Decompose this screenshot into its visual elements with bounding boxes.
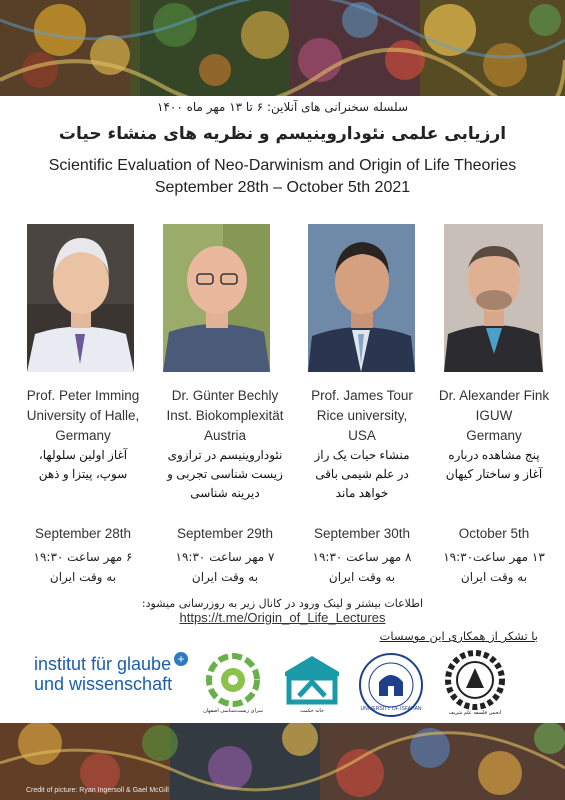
speaker-affiliation: IGUW bbox=[475, 408, 513, 423]
speaker-country: Germany bbox=[55, 428, 111, 443]
speaker-name: Prof. Peter Imming bbox=[26, 388, 140, 403]
speaker-name: Dr. Alexander Fink bbox=[438, 388, 550, 403]
time-zone: به وقت ایران bbox=[49, 570, 117, 584]
talk-time-2 bbox=[159, 547, 291, 587]
talk-time: ۸ مهر ساعت ۱۹:۳۰ bbox=[312, 550, 412, 564]
event-dates: September 28th – October 5th 2021 bbox=[154, 179, 411, 196]
university-of-isfahan-logo bbox=[358, 652, 424, 718]
talk-date-4: October 5th bbox=[458, 526, 530, 541]
top-banner-image bbox=[0, 0, 565, 96]
igw-logo-line1: institut für glaube bbox=[34, 654, 172, 674]
plus-icon: + bbox=[174, 652, 188, 666]
speaker-country: USA bbox=[348, 428, 376, 443]
logo-text: UNIVERSITY OF ISFAHAN bbox=[360, 706, 422, 712]
talk-time: ۶ مهر ساعت ۱۹:۳۰ bbox=[33, 550, 133, 564]
speaker-name: Dr. Günter Bechly bbox=[171, 388, 279, 403]
speaker-name-3 bbox=[296, 386, 428, 503]
biology-house-logo bbox=[200, 652, 266, 718]
talk-topic: آغاز اولین سلولها، سوپ، پیتزا و ذهن bbox=[38, 448, 128, 481]
talk-date-1: September 28th bbox=[34, 526, 132, 541]
talk-date-3: September 30th bbox=[313, 526, 411, 541]
logo-caption: انجمن فلسفه علم شریف bbox=[448, 710, 502, 716]
speaker-affiliation: Rice university, bbox=[316, 408, 408, 423]
speaker-name-4 bbox=[428, 386, 560, 484]
talk-topic: پنج مشاهده درباره آغاز و ساختار کیهان bbox=[445, 448, 543, 481]
image-credit: Credit of picture: Ryan Ingersoll & Gael McGill bbox=[26, 787, 169, 794]
talk-time-3 bbox=[296, 547, 428, 587]
house-of-wisdom-logo bbox=[279, 652, 345, 718]
speaker-affiliation: University of Halle, bbox=[26, 408, 140, 423]
speaker-photo-imming bbox=[27, 224, 134, 372]
speaker-photo-bechly bbox=[163, 224, 270, 372]
time-zone: به وقت ایران bbox=[191, 570, 259, 584]
talk-time: ۱۳ مهر ساعت۱۹:۳۰ bbox=[443, 550, 545, 564]
title-persian: ارزیابی علمی نئوداروینیسم و نظریه های منشاء حیات bbox=[58, 124, 507, 144]
talk-topic: منشاء حیات یک راز در علم شیمی باقی خواهد ماند bbox=[314, 448, 410, 500]
talk-time: ۷ مهر ساعت ۱۹:۳۰ bbox=[175, 550, 275, 564]
talk-time-4 bbox=[428, 547, 560, 587]
thanks-text: با تشکر از همکاری این موسسات bbox=[379, 629, 538, 643]
time-zone: به وقت ایران bbox=[460, 570, 528, 584]
speaker-affiliation: Inst. Biokomplexität bbox=[166, 408, 284, 423]
speaker-name-1 bbox=[17, 386, 149, 484]
telegram-channel-link[interactable]: https://t.me/Origin_of_Life_Lectures bbox=[179, 610, 386, 625]
bottom-banner-image bbox=[0, 723, 565, 800]
talk-time-1 bbox=[17, 547, 149, 587]
speaker-photo-fink bbox=[444, 224, 551, 372]
logo-caption: سرای زیست‌شناسی اصفهان bbox=[203, 708, 263, 714]
talk-date-2: September 29th bbox=[176, 526, 274, 541]
logo-caption: خانه حکمت bbox=[300, 708, 324, 714]
igw-logo bbox=[34, 654, 194, 694]
speaker-country: Germany bbox=[466, 428, 522, 443]
more-info-text: اطلاعات بیشتر و لینک ورود در کانال زیر به روزرسانی میشود: bbox=[141, 597, 424, 610]
speaker-photo-tour bbox=[308, 224, 415, 372]
speaker-country: Austria bbox=[203, 428, 247, 443]
talk-topic: نئوداروینیسم در ترازوی زیست شناسی تجربی و دیرینه شناسی bbox=[167, 448, 283, 500]
speaker-name: Prof. James Tour bbox=[311, 388, 413, 403]
time-zone: به وقت ایران bbox=[328, 570, 396, 584]
igw-logo-line2: und wissenschaft bbox=[34, 674, 173, 694]
sharif-philosophy-logo bbox=[440, 650, 510, 720]
speaker-name-2 bbox=[159, 386, 291, 503]
title-english: Scientific Evaluation of Neo-Darwinism and Origin of Life Theories bbox=[48, 157, 517, 174]
series-subtitle: سلسله سخنرانی های آنلاین: ۶ تا ۱۳ مهر ماه ۱۴۰۰ bbox=[157, 100, 408, 114]
